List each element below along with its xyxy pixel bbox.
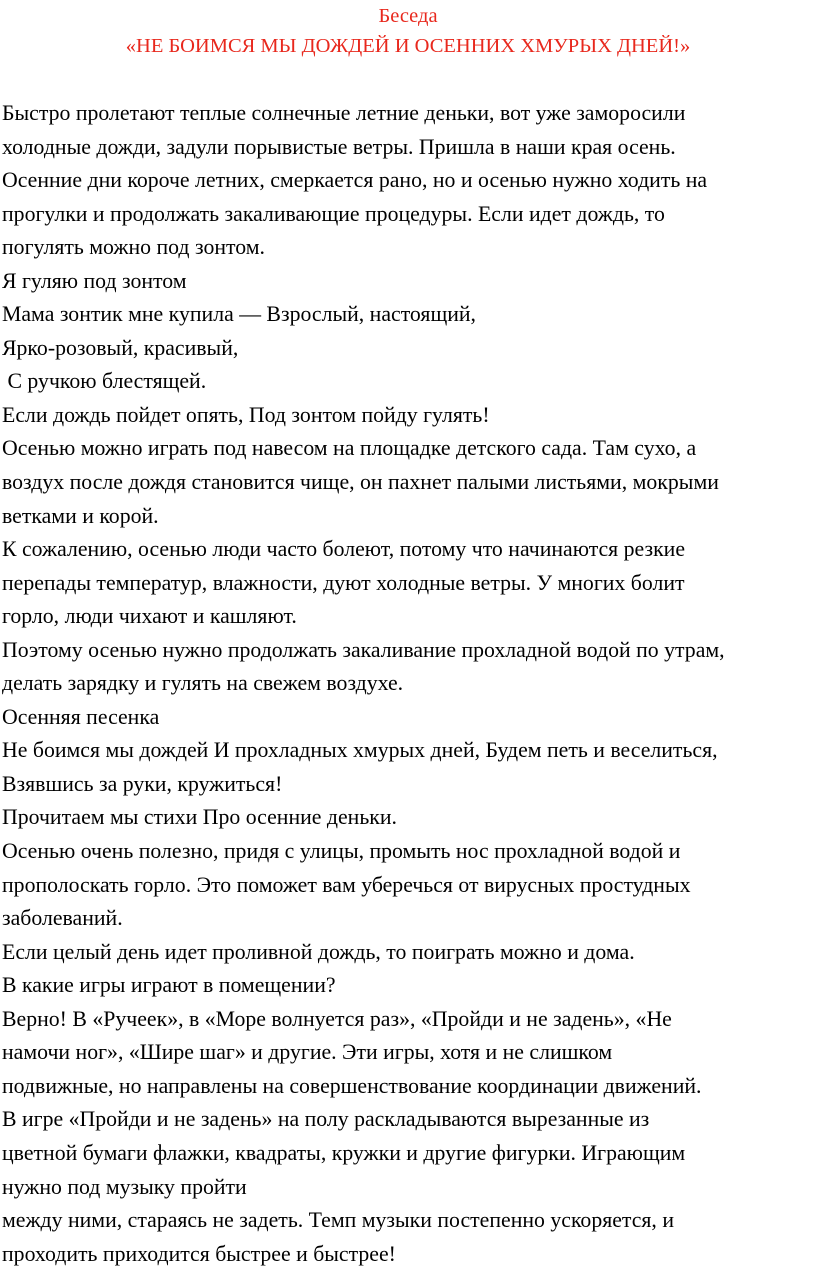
- document-title: «НЕ БОИМСЯ МЫ ДОЖДЕЙ И ОСЕННИХ ХМУРЫХ ДНЕЙ!»: [125, 35, 691, 57]
- song-line: Не боимся мы дождей И прохладных хмурых дней, Будем петь и веселиться,: [2, 738, 718, 763]
- text-line: воздух после дождя становится чище, он пахнет палыми листьями, мокрыми: [2, 470, 719, 495]
- header-label: Беседа: [378, 5, 438, 27]
- poem-title: Я гуляю под зонтом: [2, 268, 187, 293]
- text-line: заболеваний.: [2, 906, 123, 931]
- text-line: нужно под музыку пройти: [2, 1174, 247, 1199]
- text-line: подвижные, но направлены на совершенствование координации движений.: [2, 1073, 702, 1098]
- text-line: холодные дожди, задули порывистые ветры. Пришла в наши края осень.: [2, 134, 676, 159]
- text-line: Прочитаем мы стихи Про осенние деньки.: [2, 805, 397, 830]
- poem-line: Мама зонтик мне купила — Взрослый, настоящий,: [2, 302, 477, 327]
- text-line: Осенью очень полезно, придя с улицы, промыть нос прохладной водой и: [2, 839, 681, 864]
- text-line: перепады температур, влажности, дуют холодные ветры. У многих болит: [2, 570, 685, 595]
- text-line: Верно! В «Ручеек», в «Море волнуется раз», «Пройди и не задень», «Не: [2, 1006, 672, 1031]
- text-line: Если целый день идет проливной дождь, то поиграть можно и дома.: [2, 939, 635, 964]
- text-line: Осенние дни короче летних, смеркается рано, но и осенью нужно ходить на: [2, 168, 708, 193]
- document-body: [2, 97, 814, 1271]
- text-line: между ними, стараясь не задеть. Темп музыки постепенно ускоряется, и: [2, 1208, 674, 1233]
- text-line: Быстро пролетают теплые солнечные летние деньки, вот уже заморосили: [2, 101, 686, 125]
- text-line: делать зарядку и гулять на свежем воздухе.: [2, 671, 404, 696]
- poem-line: Ярко-розовый, красивый,: [2, 335, 239, 360]
- text-line: погулять можно под зонтом.: [2, 235, 265, 260]
- text-line: прополоскать горло. Это поможет вам уберечься от вирусных простудных: [2, 872, 691, 897]
- poem-line: Если дождь пойдет опять, Под зонтом пойду гулять!: [2, 402, 490, 427]
- text-line: К сожалению, осенью люди часто болеют, потому что начинаются резкие: [2, 537, 686, 562]
- song-title: Осенняя песенка: [2, 704, 160, 729]
- text-line: В игре «Пройди и не задень» на полу раскладываются вырезанные из: [2, 1107, 650, 1132]
- text-line: прогулки и продолжать закаливающие процедуры. Если идет дождь, то: [2, 201, 665, 226]
- text-line: Осенью можно играть под навесом на площадке детского сада. Там сухо, а: [2, 436, 697, 461]
- document-header: [0, 1, 816, 61]
- poem-line: С ручкою блестящей.: [2, 369, 207, 394]
- text-line: ветками и корой.: [2, 503, 159, 528]
- text-line: горло, люди чихают и кашляют.: [2, 604, 297, 629]
- text-line: цветной бумаги флажки, квадраты, кружки и другие фигурки. Играющим: [2, 1140, 686, 1165]
- text-line: Поэтому осенью нужно продолжать закаливание прохладной водой по утрам,: [2, 637, 725, 662]
- text-line: проходить приходится быстрее и быстрее!: [2, 1241, 396, 1266]
- question-line: В какие игры играют в помещении?: [2, 973, 336, 998]
- song-line: Взявшись за руки, кружиться!: [2, 771, 283, 796]
- text-line: намочи ног», «Шире шаг» и другие. Эти игры, хотя и не слишком: [2, 1040, 613, 1065]
